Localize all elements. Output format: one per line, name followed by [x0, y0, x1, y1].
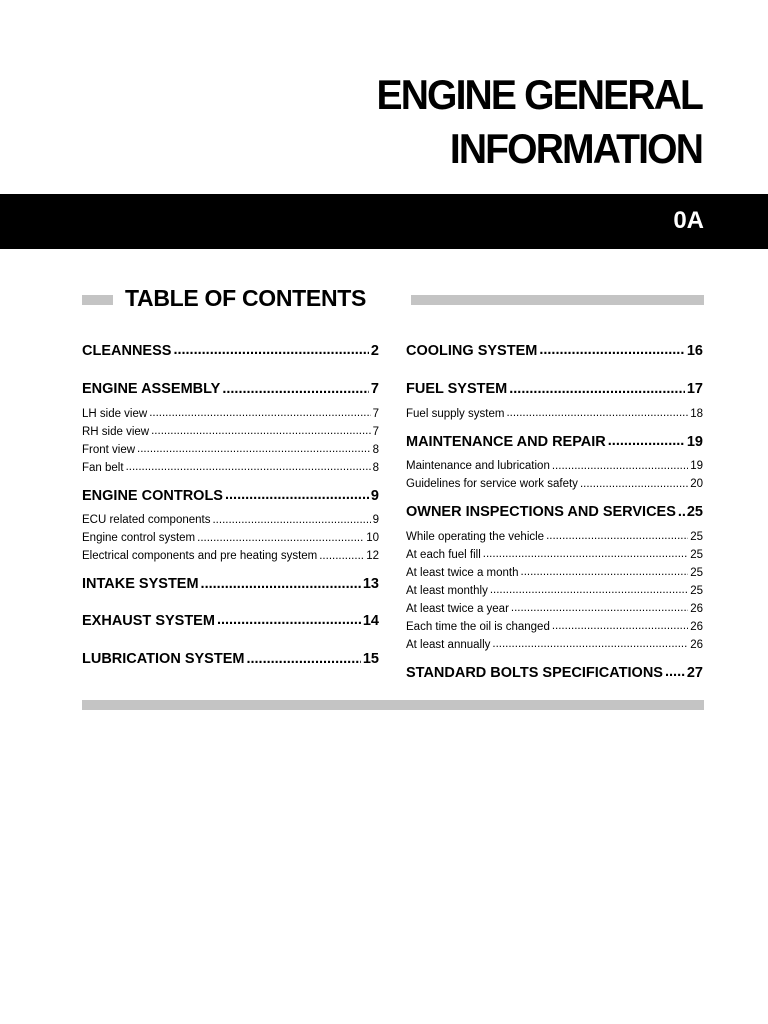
entry-page: 19	[690, 460, 703, 472]
dot-leader	[511, 600, 688, 612]
toc-section-entry[interactable]	[82, 574, 379, 595]
entry-page: 13	[362, 576, 379, 592]
entry-label: Maintenance and lubrication	[406, 460, 550, 472]
toc-sub-entry[interactable]	[406, 405, 703, 423]
dot-leader	[222, 379, 369, 394]
entry-page: 9	[370, 487, 379, 504]
toc-heading: TABLE OF CONTENTS	[125, 285, 367, 311]
toc-sub-entry[interactable]	[82, 512, 379, 530]
entry-label: While operating the vehicle	[406, 530, 545, 543]
toc-sub-entry[interactable]	[82, 441, 379, 459]
entry-label: At least twice a month	[406, 566, 519, 579]
toc-sub-entry[interactable]	[406, 582, 703, 600]
dot-leader	[678, 502, 685, 517]
toc-section-entry[interactable]	[406, 431, 703, 452]
entry-page: 25	[690, 530, 703, 543]
dot-leader	[483, 546, 688, 558]
toc-sub-entry[interactable]	[406, 458, 703, 476]
toc-sub-entry[interactable]	[406, 618, 703, 636]
section-band	[0, 194, 768, 249]
entry-page: 8	[372, 461, 379, 474]
dot-leader	[608, 431, 685, 446]
toc-sub-entry[interactable]	[406, 546, 703, 564]
toc-section-entry[interactable]	[82, 340, 379, 361]
dot-leader	[580, 476, 688, 488]
toc-sub-entry[interactable]	[406, 476, 703, 494]
toc-sub-entry[interactable]	[82, 423, 379, 441]
title-line-2: INFORMATION	[449, 125, 702, 172]
entry-label: At least twice a year	[406, 602, 509, 615]
dot-leader	[546, 528, 688, 540]
dot-leader	[319, 548, 364, 560]
toc-sub-list	[82, 512, 379, 566]
dot-leader	[151, 423, 370, 435]
toc-sub-entry[interactable]	[82, 530, 379, 548]
dot-leader	[149, 405, 370, 417]
entry-label: At least monthly	[406, 584, 488, 597]
entry-page: 10	[366, 532, 379, 544]
toc-section-entry[interactable]	[82, 649, 379, 670]
dot-leader	[126, 459, 371, 471]
toc-sub-entry[interactable]	[82, 405, 379, 423]
toc-sub-list	[406, 405, 703, 423]
heading-rule-right	[411, 295, 704, 305]
toc-sub-list	[406, 528, 703, 654]
entry-page: 2	[370, 342, 379, 359]
entry-page: 19	[686, 433, 703, 450]
dot-leader	[137, 441, 371, 453]
entry-label: At least annually	[406, 638, 491, 651]
entry-page: 25	[690, 566, 703, 579]
entry-page: 25	[690, 584, 703, 597]
toc-sub-list	[82, 405, 379, 477]
toc-section-entry[interactable]	[82, 610, 379, 631]
toc-sub-entry[interactable]	[406, 564, 703, 582]
heading-rule-left	[82, 295, 113, 305]
toc-column-right	[406, 340, 703, 683]
entry-label: EXHAUST SYSTEM	[82, 612, 215, 629]
toc-sub-entry[interactable]	[406, 636, 703, 654]
entry-label: RH side view	[82, 425, 150, 438]
dot-leader	[509, 379, 685, 394]
entry-label: Engine control system	[82, 532, 196, 544]
title-line-1: ENGINE GENERAL	[376, 71, 702, 118]
entry-page: 18	[690, 407, 703, 420]
entry-label: Fan belt	[82, 461, 124, 474]
toc-section-entry[interactable]	[406, 379, 703, 400]
entry-page: 7	[372, 425, 379, 438]
dot-leader	[506, 405, 688, 417]
dot-leader	[539, 340, 685, 355]
dot-leader	[492, 636, 688, 648]
entry-page: 27	[686, 664, 703, 681]
entry-label: ECU related components	[82, 514, 211, 526]
entry-page: 26	[690, 602, 703, 615]
entry-page: 7	[372, 407, 379, 420]
toc-section-entry[interactable]	[406, 502, 703, 523]
entry-page: 20	[690, 478, 703, 490]
entry-label: INTAKE SYSTEM	[82, 576, 199, 592]
dot-leader	[490, 582, 688, 594]
dot-leader	[217, 610, 361, 625]
toc-section-entry[interactable]	[82, 379, 379, 400]
dot-leader	[212, 512, 370, 524]
toc-heading-row	[82, 284, 704, 314]
dot-leader	[246, 649, 360, 664]
entry-label: STANDARD BOLTS SPECIFICATIONS	[406, 664, 663, 681]
entry-label: FUEL SYSTEM	[406, 381, 508, 397]
entry-page: 12	[366, 550, 379, 562]
dot-leader	[201, 574, 361, 589]
entry-label: At each fuel fill	[406, 548, 481, 561]
entry-label: ENGINE ASSEMBLY	[82, 381, 221, 397]
toc-sub-entry[interactable]	[82, 548, 379, 566]
entry-page: 14	[362, 612, 379, 629]
entry-page: 8	[372, 443, 379, 456]
entry-page: 16	[686, 342, 703, 359]
entry-page: 15	[362, 651, 379, 667]
entry-label: Front view	[82, 443, 136, 456]
entry-label: Each time the oil is changed	[406, 620, 550, 633]
entry-label: Guidelines for service work safety	[406, 478, 578, 490]
entry-page: 7	[370, 381, 379, 397]
dot-leader	[665, 662, 685, 677]
section-code: 0A	[673, 207, 704, 234]
toc-section-entry[interactable]	[82, 485, 379, 506]
entry-label: Fuel supply system	[406, 407, 505, 420]
toc-sub-entry[interactable]	[82, 459, 379, 477]
entry-label: LH side view	[82, 407, 148, 420]
entry-label: OWNER INSPECTIONS AND SERVICES	[406, 504, 676, 520]
dot-leader	[173, 340, 368, 355]
dot-leader	[197, 530, 364, 542]
entry-label: COOLING SYSTEM	[406, 342, 538, 359]
entry-page: 17	[686, 381, 703, 397]
dot-leader	[552, 618, 688, 630]
entry-label: MAINTENANCE AND REPAIR	[406, 433, 606, 450]
toc-sub-list	[406, 458, 703, 494]
entry-label: ENGINE CONTROLS	[82, 487, 223, 504]
toc-section-entry[interactable]	[406, 662, 703, 683]
dot-leader	[225, 485, 369, 500]
entry-page: 9	[372, 514, 379, 526]
entry-page: 25	[686, 504, 703, 520]
toc-column-left	[82, 340, 379, 669]
dot-leader	[552, 458, 688, 470]
entry-page: 26	[690, 638, 703, 651]
entry-label: Electrical components and pre heating system	[82, 550, 318, 562]
toc-sub-entry[interactable]	[406, 600, 703, 618]
toc-sub-entry[interactable]	[406, 528, 703, 546]
document-title	[376, 68, 702, 176]
entry-label: LUBRICATION SYSTEM	[82, 651, 245, 667]
dot-leader	[521, 564, 689, 576]
entry-page: 25	[690, 548, 703, 561]
toc-section-entry[interactable]	[406, 340, 703, 361]
entry-page: 26	[690, 620, 703, 633]
entry-label: CLEANNESS	[82, 342, 172, 359]
bottom-rule	[82, 700, 704, 710]
